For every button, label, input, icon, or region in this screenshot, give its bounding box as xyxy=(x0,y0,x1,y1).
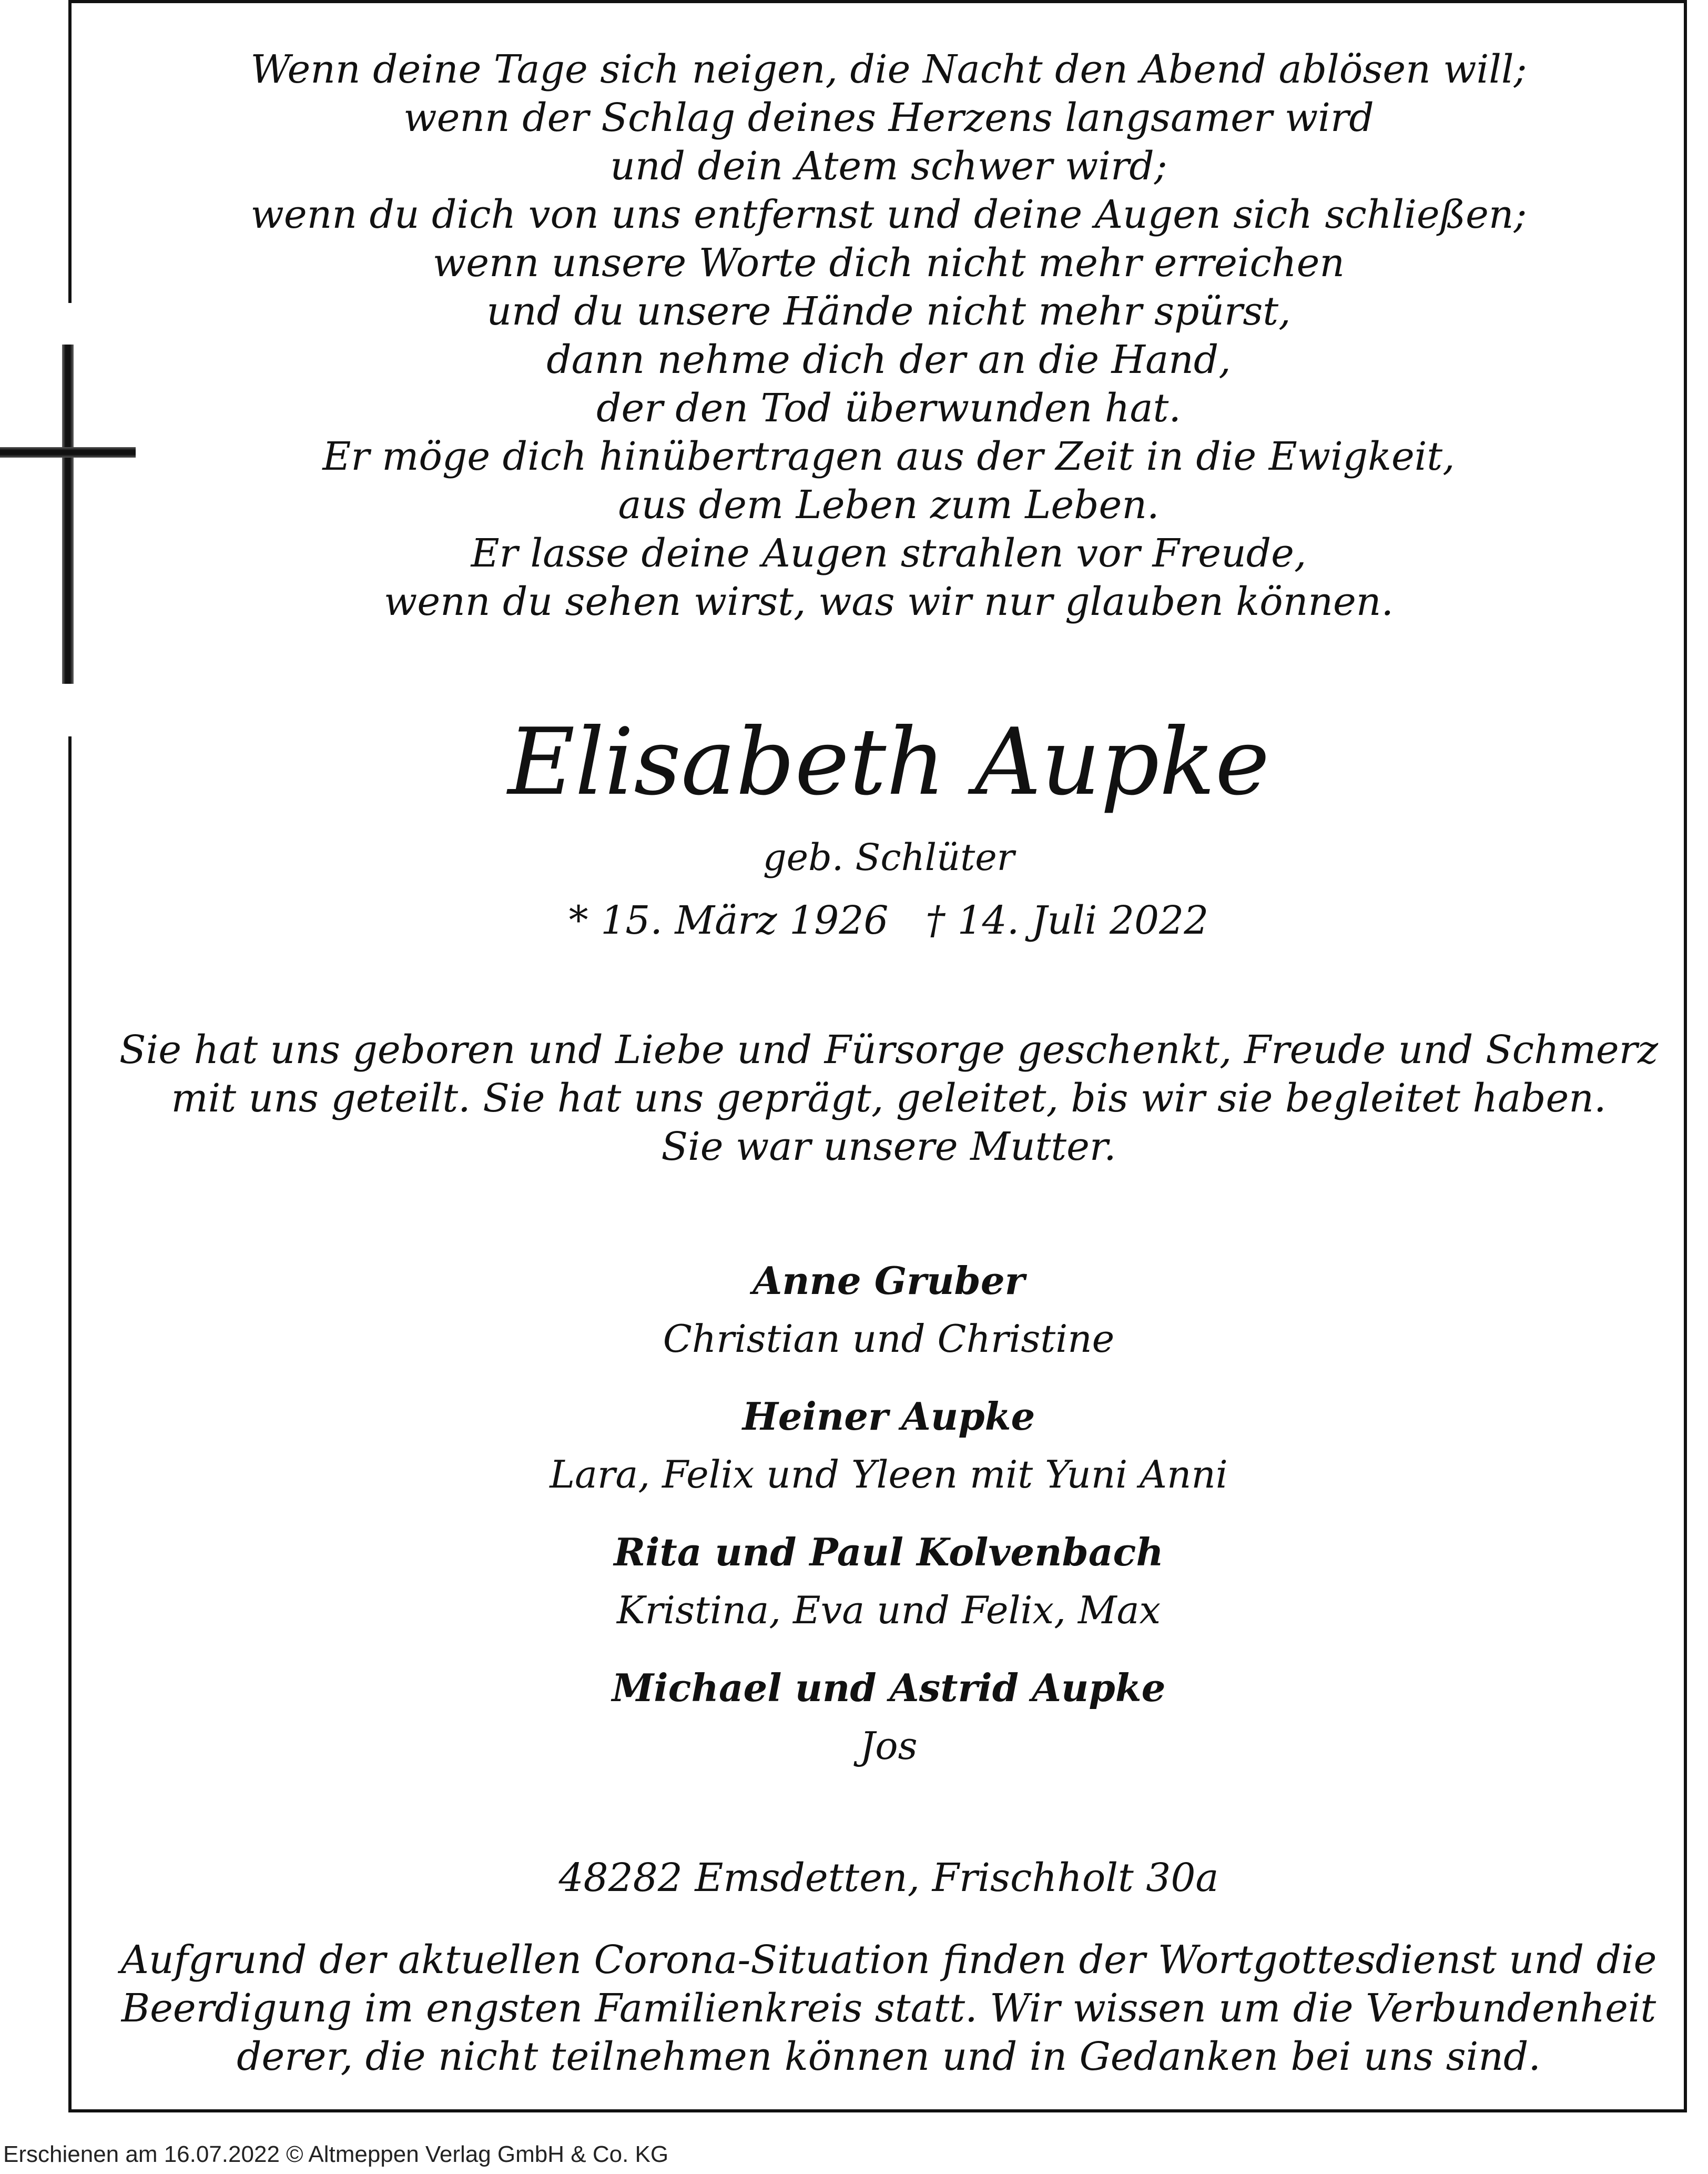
notice-line: Aufgrund der aktuellen Corona-Situation finden der Wortgottesdienst und die xyxy=(120,1937,1657,1983)
birth-name: geb. Schlüter xyxy=(762,836,1015,879)
family-head-name: Heiner Aupke xyxy=(742,1394,1035,1439)
poem-line: wenn du sehen wirst, was wir nur glauben können. xyxy=(384,579,1394,624)
family-members: Lara, Felix und Yleen mit Yuni Anni xyxy=(550,1452,1228,1496)
poem-line: und du unsere Hände nicht mehr spürst, xyxy=(486,289,1291,334)
deceased-name: Elisabeth Aupke xyxy=(507,709,1270,816)
life-dates: * 15. März 1926 † 14. Juli 2022 xyxy=(568,898,1209,943)
poem-line: Er möge dich hinübertragen aus der Zeit in die Ewigkeit, xyxy=(322,434,1455,479)
poem-line: wenn der Schlag deines Herzens langsamer wird xyxy=(403,95,1374,140)
poem-line: und dein Atem schwer wird; xyxy=(610,144,1167,189)
family-head-name: Michael und Astrid Aupke xyxy=(612,1665,1166,1710)
frame-bottom-border xyxy=(68,2109,1687,2112)
family-head-name: Anne Gruber xyxy=(753,1258,1025,1303)
address: 48282 Emsdetten, Frischholt 30a xyxy=(558,1855,1219,1900)
notice-line: derer, die nicht teilnehmen können und in Gedanken bei uns sind. xyxy=(237,2034,1541,2079)
poem xyxy=(95,45,1683,626)
tribute-text xyxy=(95,1026,1683,1171)
cross-vertical-bar xyxy=(62,345,74,684)
frame-left-border-upper xyxy=(68,0,72,303)
family-members: Kristina, Eva und Felix, Max xyxy=(616,1588,1161,1632)
tribute-line: Sie hat uns geboren und Liebe und Fürsorge geschenkt, Freude und Schmerz xyxy=(119,1027,1659,1073)
poem-line: Wenn deine Tage sich neigen, die Nacht den Abend ablösen will; xyxy=(250,47,1527,92)
publication-footer: Erschienen am 16.07.2022 © Altmeppen Verlag GmbH & Co. KG xyxy=(3,2141,669,2167)
family-group xyxy=(95,1523,1683,1659)
frame-right-border xyxy=(1684,0,1687,2111)
family-head-name: Rita und Paul Kolvenbach xyxy=(614,1530,1164,1574)
family-group xyxy=(95,1252,1683,1388)
poem-line: der den Tod überwunden hat. xyxy=(596,386,1181,431)
frame-top-border xyxy=(68,0,1685,3)
family-members: Jos xyxy=(860,1724,918,1768)
tribute-line: Sie war unsere Mutter. xyxy=(661,1124,1116,1169)
tribute-line: mit uns geteilt. Sie hat uns geprägt, geleitet, bis wir sie begleitet haben. xyxy=(171,1076,1607,1121)
poem-line: wenn du dich von uns entfernst und deine Augen sich schließen; xyxy=(250,192,1527,237)
family-group xyxy=(95,1388,1683,1523)
poem-line: wenn unsere Worte dich nicht mehr erreichen xyxy=(432,240,1345,286)
funeral-notice xyxy=(95,1936,1683,2081)
poem-line: Er lasse deine Augen strahlen vor Freude, xyxy=(471,531,1307,576)
poem-line: dann nehme dich der an die Hand, xyxy=(546,337,1231,382)
notice-line: Beerdigung im engsten Familienkreis statt. Wir wissen um die Verbundenheit xyxy=(121,1986,1656,2031)
frame-left-border-lower xyxy=(68,736,72,2112)
family-group xyxy=(95,1659,1683,1795)
family-list xyxy=(95,1252,1683,1795)
family-members: Christian und Christine xyxy=(663,1317,1115,1361)
poem-line: aus dem Leben zum Leben. xyxy=(618,482,1160,528)
